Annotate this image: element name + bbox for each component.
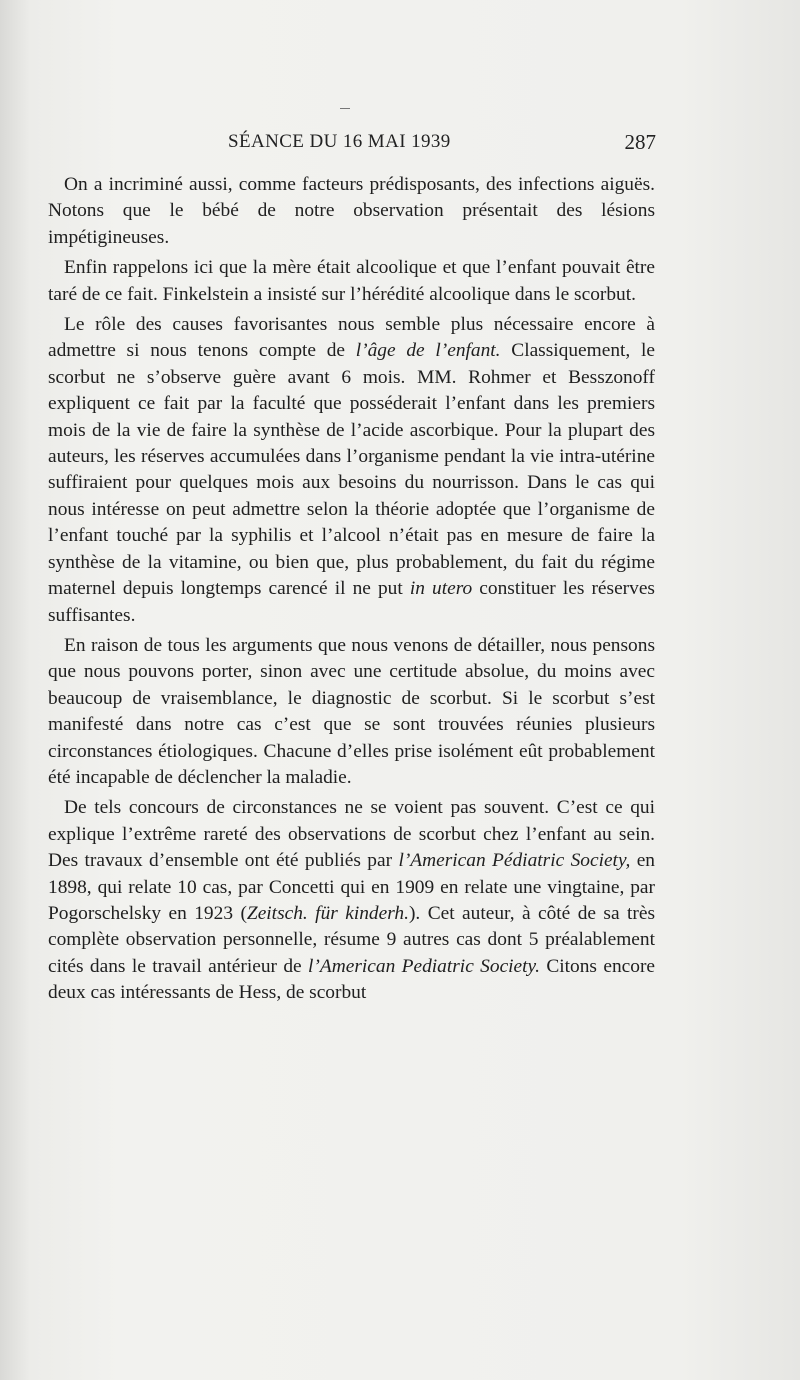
running-head: SÉANCE DU 16 MAI 1939	[228, 131, 451, 152]
body-text	[48, 172, 655, 1011]
text-run: Le rôle des causes favorisantes nous semble plus nécessaire encore à admettre si nous tenons compte de	[48, 314, 655, 362]
text-run: ). Cet auteur, à côté de sa très complète observation personnelle, résume 9 autres cas dont 5 préalablement cités dans le travail antérieur de	[48, 902, 655, 977]
italic-text-run: Zeitsch. für kinderh.	[246, 902, 409, 924]
text-run: De tels concours de circonstances ne se voient pas souvent. C’est ce qui explique l’extrême rareté des observations de scorbut chez l’enfant au sein. Des travaux d’ensemble ont été publiés par	[48, 797, 655, 872]
text-run: On a incriminé aussi, comme facteurs prédisposants, des infections aiguës. Notons que le bébé de notre observation présentait des lésions impétigineuses.	[48, 174, 655, 248]
top-mark	[340, 108, 350, 109]
text-run: Classiquement, le scorbut ne s’observe guère avant 6 mois. MM. Rohmer et Besszonoff expliquent ce fait par la faculté que posséderait l’enfant dans les premiers mois de la vie de faire la synthèse de l’acide ascorbique. Pour la plupart des auteurs, les réserves accumulées dans l’organisme pendant la vie intra-utérine suffiraient pour quelques mois aux besoins du nourrisson. Dans le cas qui nous intéresse on peut admettre selon la théorie adoptée que l’organisme de l’enfant touché par la syphilis et l’alcool n’était pas en mesure de faire la synthèse de la vitamine, ou bien que, plus probablement, du fait du régime maternel depuis longtemps carencé il ne put	[48, 340, 656, 600]
text-run: Enfin rappelons ici que la mère était alcoolique et que l’enfant pouvait être taré de ce fait. Finkelstein a insisté sur l’hérédité alcoolique dans le scorbut.	[48, 257, 655, 305]
text-run: Citons encore deux cas intéressants de Hess, de scorbut	[48, 955, 656, 1004]
paragraph	[48, 633, 655, 791]
paragraph	[48, 795, 655, 1006]
text-run: En raison de tous les arguments que nous venons de détailler, nous pensons que nous pouvons porter, sinon avec une certitude absolue, du moins avec beaucoup de vraisemblance, le diagnostic de scorbut. Si le scorbut s’est manifesté dans notre cas c’est que se sont trouvées réunies plusieurs circonstances étiologiques. Chacune d’elles prise isolément eût probablement été incapable de déclencher la maladie.	[48, 634, 655, 788]
italic-text-run: l’American Pediatric Society.	[308, 955, 540, 977]
page-number: 287	[624, 130, 656, 154]
page-header	[228, 128, 656, 160]
paragraph	[48, 312, 655, 629]
italic-text-run: in utero	[409, 578, 473, 600]
paragraph	[48, 172, 655, 251]
italic-text-run: l’âge de l’enfant.	[355, 340, 501, 362]
text-run: constituer les réserves suffisantes.	[48, 578, 655, 626]
text-run: en 1898, qui relate 10 cas, par Concetti qui en 1909 en relate une vingtaine, par Pogorschelsky en 1923 (	[48, 850, 656, 924]
paragraph	[48, 255, 655, 308]
italic-text-run: l’American Pédiatric Society,	[398, 850, 631, 872]
